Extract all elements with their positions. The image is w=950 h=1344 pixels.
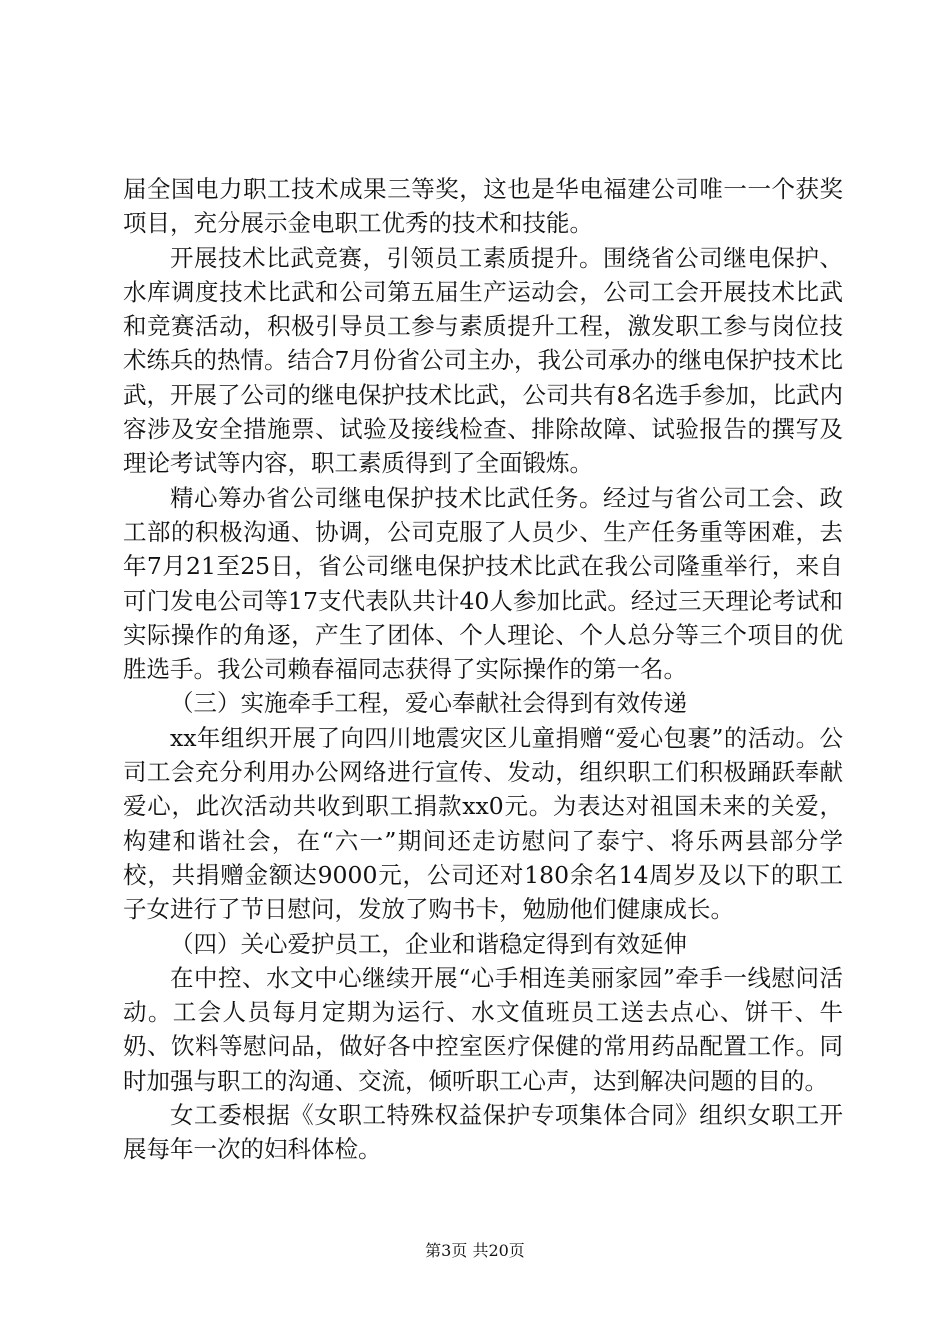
paragraph-continued: 届全国电力职工技术成果三等奖，这也是华电福建公司唯一一个获奖项目，充分展示金电职工优秀的技术和技能。 [123, 175, 843, 238]
paragraph-relay-protection-event: 精心筹办省公司继电保护技术比武任务。经过与省公司工会、政工部的积极沟通、协调，公司克服了人员少、生产任务重等困难，去年7月21至25日，省公司继电保护技术比武在我公司隆重举行，来自可门发电公司等17支代表队共计40人参加比武。经过三天理论考试和实际操作的角逐，产生了团体、个人理论、个人总分等三个项目的优胜选手。我公司赖春福同志获得了实际操作的第一名。 [123, 483, 843, 684]
page-number-footer: 第3页 共20页 [425, 1241, 525, 1260]
paragraph-staff-care: 在中控、水文中心继续开展“心手相连美丽家园”牵手一线慰问活动。工会人员每月定期为运行、水文值班员工送去点心、饼干、牛奶、饮料等慰问品，做好各中控室医疗保健的常用药品配置工作。同时加强与职工的沟通、交流，倾听职工心声，达到解决问题的目的。 [123, 963, 843, 1095]
document-body [123, 172, 843, 1167]
paragraph-tech-competition: 开展技术比武竞赛，引领员工素质提升。围绕省公司继电保护、水库调度技术比武和公司第五届生产运动会，公司工会开展技术比武和竞赛活动，积极引导员工参与素质提升工程，激发职工参与岗位技术练兵的热情。结合7月份省公司主办，我公司承办的继电保护技术比武，开展了公司的继电保护技术比武，公司共有8名选手参加，比武内容涉及安全措施票、试验及接线检查、排除故障、试验报告的撰写及理论考试等内容，职工素质得到了全面锻炼。 [123, 243, 843, 478]
section-heading-3: （三）实施牵手工程，爱心奉献社会得到有效传递 [170, 689, 687, 718]
paragraph-charity: xx年组织开展了向四川地震灾区儿童捐赠“爱心包裹”的活动。公司工会充分利用办公网络进行宣传、发动，组织职工们积极踊跃奉献爱心，此次活动共收到职工捐款xx0元。为表达对祖国未来的关爱，构建和谐社会，在“六一”期间还走访慰问了泰宁、将乐两县部分学校，共捐赠金额达9000元，公司还对180余名14周岁及以下的职工子女进行了节日慰问，发放了购书卡，勉励他们健康成长。 [123, 723, 843, 924]
section-heading-4: （四）关心爱护员工，企业和谐稳定得到有效延伸 [170, 929, 687, 958]
paragraph-female-staff: 女工委根据《女职工特殊权益保护专项集体合同》组织女职工开展每年一次的妇科体检。 [123, 1101, 843, 1164]
